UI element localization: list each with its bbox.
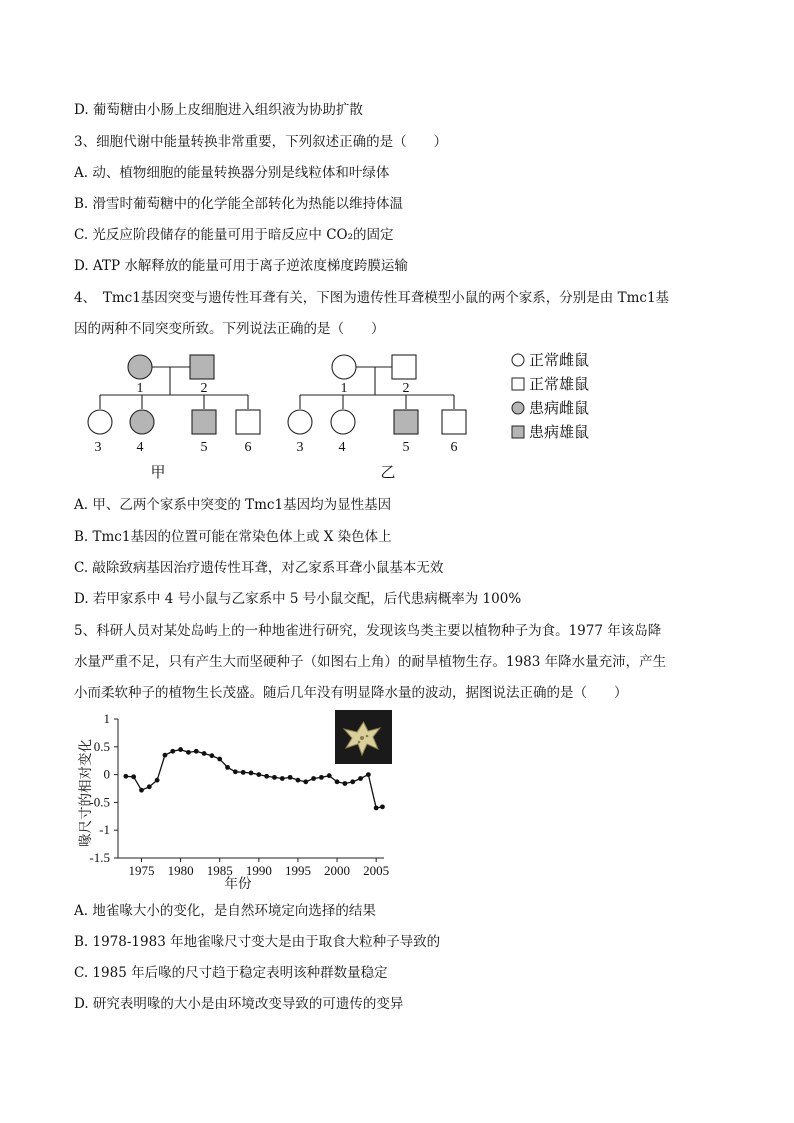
data-point-28 xyxy=(342,781,347,786)
q4-option-d: D. 若甲家系中 4 号小鼠与乙家系中 5 号小鼠交配，后代患病概率为 100% xyxy=(74,591,522,607)
x-tick-label-2: 1985 xyxy=(206,863,233,878)
q5-option-c: C. 1985 年后喙的尺寸趋于稳定表明该种群数量稳定 xyxy=(74,965,388,981)
data-point-7 xyxy=(178,747,183,752)
y-axis-label: 喙尺寸的相对变化 xyxy=(78,739,93,847)
data-point-3 xyxy=(147,784,152,789)
data-point-6 xyxy=(170,749,175,754)
yi-num-3: 3 xyxy=(296,440,304,455)
data-point-30 xyxy=(358,776,363,781)
q5-option-a: A. 地雀喙大小的变化，是自然环境定向选择的结果 xyxy=(74,903,376,919)
data-point-2 xyxy=(139,788,144,793)
data-point-31 xyxy=(366,772,371,777)
q3-option-a: A. 动、植物细胞的能量转换器分别是线粒体和叶绿体 xyxy=(74,165,390,181)
data-point-24 xyxy=(311,776,316,781)
y-tick-label-1: 0.5 xyxy=(93,738,110,754)
legend-affected-male: 患病雄鼠 xyxy=(529,425,590,441)
data-point-16 xyxy=(249,771,254,776)
q5-option-d: D. 研究表明喙的大小是由环境改变导致的可遗传的变异 xyxy=(74,996,404,1012)
jia-num-3: 3 xyxy=(94,440,102,455)
family-label-yi: 乙 xyxy=(380,465,396,481)
x-tick-label-4: 1995 xyxy=(284,863,311,878)
q4-option-a: A. 甲、乙两个家系中突变的 Tmc1基因均为显性基因 xyxy=(74,497,392,513)
yi-member-1-normal-female xyxy=(332,355,356,379)
data-point-1 xyxy=(131,774,136,779)
q3-option-d: D. ATP 水解释放的能量可用于离子逆浓度梯度跨膜运输 xyxy=(74,258,408,274)
q4-stem-line1: 4、 Tmc1基因突变与遗传性耳聋有关，下图为遗传性耳聋模型小鼠的两个家系，分别是由 Tmc1基 xyxy=(74,290,670,306)
y-tick-label-3: -0.5 xyxy=(89,794,110,810)
jia-num-5: 5 xyxy=(200,440,208,455)
data-point-9 xyxy=(194,749,199,754)
q3-option-c: C. 光反应阶段储存的能量可用于暗反应中 CO₂的固定 xyxy=(74,227,394,243)
yi-num-4: 4 xyxy=(338,440,346,455)
data-point-13 xyxy=(225,765,230,770)
legend-affected-female-icon xyxy=(512,402,524,414)
data-point-27 xyxy=(335,779,340,784)
q5-option-b: B. 1978-1983 年地雀喙尺寸变大是由于取食大粒种子导致的 xyxy=(74,934,441,950)
y-tick-label-2: 0 xyxy=(103,766,110,782)
jia-num-2: 2 xyxy=(200,381,208,396)
legend-affected-male-icon xyxy=(512,426,524,438)
q3-stem: 3、细胞代谢中能量转换非常重要，下列叙述正确的是（ ） xyxy=(74,134,448,150)
legend-normal-male: 正常雄鼠 xyxy=(529,377,590,393)
data-point-21 xyxy=(288,775,293,780)
data-point-0 xyxy=(123,774,128,779)
data-point-8 xyxy=(186,750,191,755)
jia-num-4: 4 xyxy=(136,440,144,455)
jia-member-3-normal-female xyxy=(88,410,112,434)
jia-num-1: 1 xyxy=(136,381,144,396)
y-tick-label-4: -1 xyxy=(99,822,110,838)
data-point-14 xyxy=(233,769,238,774)
data-point-22 xyxy=(296,778,301,783)
jia-member-5-affected-male xyxy=(192,410,216,434)
pedigree-figure xyxy=(70,345,690,485)
y-tick-label-5: -1.5 xyxy=(89,850,110,865)
jia-member-2-affected-male xyxy=(190,355,214,379)
yi-num-2: 2 xyxy=(402,381,410,396)
x-tick-label-5: 2000 xyxy=(324,863,351,878)
jia-member-1-affected-female xyxy=(128,355,152,379)
x-tick-label-1: 1980 xyxy=(167,863,194,878)
x-tick-label-6: 2005 xyxy=(363,863,390,878)
yi-member-4-normal-female xyxy=(331,410,355,434)
seed-image xyxy=(335,710,392,764)
x-axis-label: 年份 xyxy=(224,876,252,891)
pedigree-legend xyxy=(512,352,589,441)
q2-option-d: D. 葡萄糖由小肠上皮细胞进入组织液为协助扩散 xyxy=(74,102,363,118)
legend-affected-female: 患病雌鼠 xyxy=(529,401,590,417)
yi-num-1: 1 xyxy=(340,381,348,396)
data-point-33 xyxy=(380,804,385,809)
yi-member-3-normal-female xyxy=(288,410,312,434)
family-label-jia: 甲 xyxy=(150,465,166,481)
q3-option-b: B. 滑雪时葡萄糖中的化学能全部转化为热能以维持体温 xyxy=(74,196,404,212)
data-point-25 xyxy=(319,775,324,780)
data-point-15 xyxy=(241,770,246,775)
data-point-29 xyxy=(350,779,355,784)
data-point-11 xyxy=(209,753,214,758)
yi-member-5-affected-male xyxy=(394,410,418,434)
y-tick-label-0: 1 xyxy=(103,711,110,726)
data-point-5 xyxy=(163,753,168,758)
yi-num-6: 6 xyxy=(450,440,458,455)
data-point-23 xyxy=(303,779,308,784)
yi-member-6-normal-male xyxy=(442,410,466,434)
data-point-10 xyxy=(202,751,207,756)
data-point-32 xyxy=(374,806,379,811)
beak-size-chart xyxy=(70,710,400,896)
data-point-12 xyxy=(217,757,222,762)
legend-normal-female: 正常雌鼠 xyxy=(529,353,590,369)
q4-option-b: B. Tmc1基因的位置可能在常染色体上或 X 染色体上 xyxy=(74,529,392,545)
data-point-17 xyxy=(256,772,261,777)
jia-member-4-affected-female xyxy=(130,410,154,434)
data-point-18 xyxy=(264,774,269,779)
data-point-20 xyxy=(280,776,285,781)
jia-member-6-normal-male xyxy=(236,410,260,434)
q5-stem-line3: 小而柔软种子的植物生长茂盛。随后几年没有明显降水量的波动，据图说法正确的是（ ） xyxy=(74,685,628,701)
jia-num-6: 6 xyxy=(244,440,252,455)
yi-num-5: 5 xyxy=(402,440,410,455)
q5-stem-line2: 水量严重不足，只有产生大而坚硬种子（如图右上角）的耐旱植物生存。1983 年降水量充沛，产生 xyxy=(74,654,667,670)
q4-stem-line2: 因的两种不同突变所致。下列说法正确的是（ ） xyxy=(74,321,385,337)
data-point-19 xyxy=(272,775,277,780)
x-tick-label-0: 1975 xyxy=(128,863,155,878)
x-tick-label-3: 1990 xyxy=(245,863,272,878)
legend-normal-female-icon xyxy=(512,354,524,366)
data-point-26 xyxy=(327,773,332,778)
yi-member-2-normal-male xyxy=(392,355,416,379)
legend-normal-male-icon xyxy=(512,378,524,390)
q5-stem-line1: 5、科研人员对某处岛屿上的一种地雀进行研究，发现该鸟类主要以植物种子为食。1977 年该岛降 xyxy=(74,623,662,639)
data-point-4 xyxy=(155,778,160,783)
q4-option-c: C. 敲除致病基因治疗遗传性耳聋，对乙家系耳聋小鼠基本无效 xyxy=(74,560,444,576)
